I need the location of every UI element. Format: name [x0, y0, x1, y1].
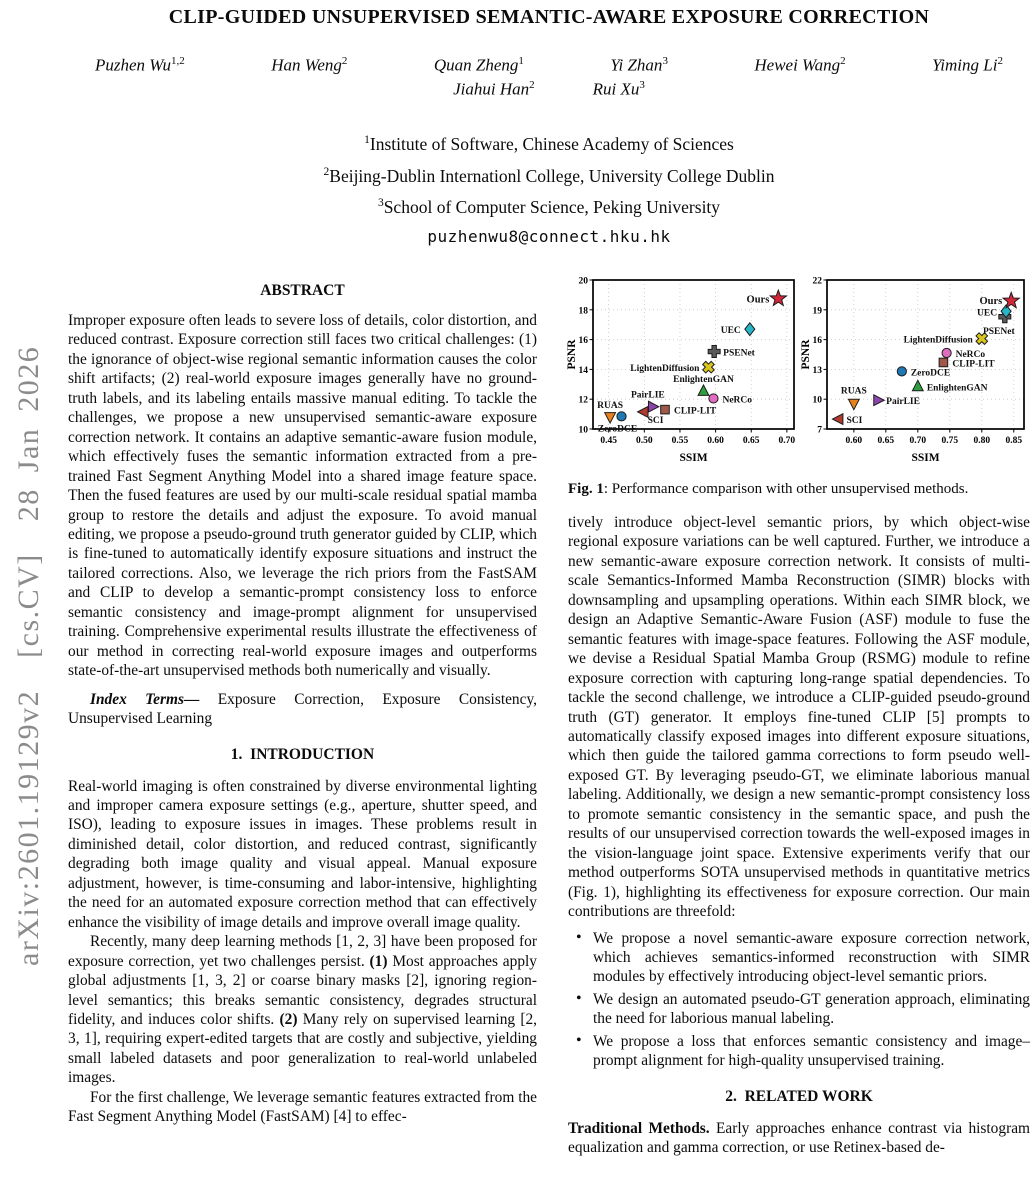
svg-text:22: 22	[812, 276, 822, 287]
intro-paragraph-2: Recently, many deep learning methods [1, 2, 3] have been proposed for exposure correction, yet two challenges persist. (1) Most approaches apply global adjustments [1, 3, 2] or coarse binary masks [2], ignoring region-level semantics; this breaks semantic consistency, degrades structural fidelity, and induces color shifts. (2) Many rely on supervised learning [2, 3, 1], requiring expert-edited targets that are costly and subjective, yielding small labeled datasets and poor generalization to real-world unlabeled images.	[68, 933, 537, 1087]
left-column	[68, 273, 537, 1158]
marker-EnlightenGAN	[698, 385, 709, 395]
bullet-marker: •	[576, 1031, 582, 1049]
svg-text:0.45: 0.45	[600, 436, 617, 446]
marker-CLIP-LIT	[939, 358, 948, 367]
point-label-UEC: UEC	[720, 326, 741, 337]
bullet-marker: •	[576, 928, 582, 946]
figure-1-caption: Fig. 1: Performance comparison with other unsupervised methods.	[568, 481, 969, 497]
point-label-SCI: SCI	[846, 416, 863, 427]
svg-text:0.75: 0.75	[941, 436, 959, 446]
point-label-EnlightenGAN: EnlightenGAN	[673, 375, 734, 386]
related-work-paragraph: Traditional Methods. Early approaches enhance contrast via histogram equalization and gamma correction, or use Retinex-based de-	[568, 1119, 1031, 1157]
svg-text:SSIM: SSIM	[679, 452, 708, 464]
svg-text:19: 19	[812, 306, 822, 317]
abstract-heading: ABSTRACT	[260, 282, 345, 299]
page-title: CLIP-GUIDED UNSUPERVISED SEMANTIC-AWARE EXPOSURE CORRECTION	[168, 6, 930, 28]
arxiv-watermark: arXiv:2601.19129v2 [cs.CV] 28 Jan 2026	[12, 345, 45, 966]
svg-text:SSIM: SSIM	[911, 452, 940, 464]
author-affil-sup: 3	[662, 55, 668, 67]
list-item-text: We propose a loss that enforces semantic consistency and image–prompt alignment for high-quality unsupervised training.	[593, 1032, 1030, 1070]
svg-text:10: 10	[812, 395, 822, 406]
marker-LightenDiffusion	[703, 361, 715, 373]
point-label-Ours: Ours	[979, 295, 1003, 307]
affiliation: $^2$Beijing-Dublin Internationl College, University College Dublin	[323, 165, 775, 186]
list-item	[568, 929, 1030, 987]
svg-text:16: 16	[812, 336, 822, 347]
author-affil-sup: 1,2	[171, 55, 185, 67]
point-label-RUAS: RUAS	[840, 386, 867, 397]
point-label-LightenDiffusion: LightenDiffusion	[630, 364, 700, 375]
author-affil-sup: 3	[639, 78, 645, 91]
point-label-PSENet: PSENet	[982, 326, 1015, 337]
bullet-marker: •	[576, 989, 582, 1007]
list-item	[568, 1032, 1030, 1071]
marker-NeRCo	[709, 394, 718, 403]
point-label-UEC: UEC	[977, 308, 998, 319]
author: Han Weng$^2$	[271, 55, 348, 75]
contact-email: puzhenwu8@connect.hku.hk	[427, 227, 671, 247]
continuation-paragraph: tively introduce object-level semantic priors, by which object-wise regional exposure variations can be well captured. Further, we introduce a new semantic-aware exposure correction network. It consists of multi-scale Semantics-Informed Mamba Reconstruction (SIMR) blocks with downsampling and upsampling operations. Within each SIMR block, we design an Adaptive Semantic-Aware Fusion (ASF) module to fuse the semantic features with image-space features. Following the ASF module, we devise a Residual Spatial Mamba Group (RSMG) module to refine exposure correction with capturing long-range spatial dependencies. To tackle the second challenge, we introduce a CLIP-guided pseudo-ground truth (GT) generator. It employs fine-tuned CLIP [5] prompts to automatically classify exposed images into different exposure situations, which then guide the tailored gamma corrections to form pseudo well-exposed GT. By leveraging pseudo-GT, we eliminate laborious manual labeling. Additionally, we design a new semantic-prompt consistency loss to promote semantic consistency in the semantic space, and push the results of our unsupervised correction towards the well-exposed images in the vision-language joint space. Extensive experiments verify that our method outperforms SOTA unsupervised methods in quantitative metrics (Fig. 1), highlighting its effectiveness for exposure correction. Our main contributions are threefold:	[568, 514, 1030, 921]
contributions-list	[568, 929, 1030, 1071]
author-affil-sup: 2	[341, 55, 348, 67]
list-item	[568, 990, 1030, 1029]
point-label-EnlightenGAN: EnlightenGAN	[926, 383, 988, 394]
list-item-text: We design an automated pseudo-GT generation approach, eliminating the need for laborious manual labeling.	[593, 990, 1030, 1028]
author: Yi Zhan$^3$	[610, 55, 668, 75]
affiliations	[68, 127, 1030, 221]
marker-SCI	[833, 414, 843, 425]
point-label-SCI: SCI	[647, 415, 664, 426]
intro-paragraph-3: For the first challenge, We leverage semantic features extracted from the Fast Segment Anything Model (FastSAM) [4] to effec-	[68, 1088, 537, 1126]
affiliation: $^1$Institute of Software, Chinese Academy of Sciences	[364, 134, 734, 155]
point-label-NeRCo: NeRCo	[722, 395, 753, 406]
right-column	[568, 273, 1030, 1158]
svg-text:0.50: 0.50	[636, 436, 653, 446]
point-label-ZeroDCE: ZeroDCE	[910, 368, 951, 379]
point-label-CLIP-LIT: CLIP-LIT	[952, 359, 995, 370]
point-label-PairLIE: PairLIE	[886, 397, 920, 408]
author: Jiahui Han$^2$	[453, 78, 535, 99]
index-terms-label: Index Terms—	[90, 690, 200, 708]
marker-CLIP-LIT	[661, 405, 670, 414]
paper-header	[68, 0, 1030, 246]
svg-text:0.80: 0.80	[973, 436, 991, 446]
marker-RUAS	[848, 399, 859, 409]
svg-text:0.65: 0.65	[742, 436, 760, 446]
index-terms: Index Terms— Exposure Correction, Exposure Consistency, Unsupervised Learning	[68, 690, 537, 728]
point-label-LightenDiffusion: LightenDiffusion	[903, 335, 973, 346]
marker-PairLIE	[874, 395, 884, 406]
scatter-plot-left	[566, 273, 800, 470]
scatter-plot-svg	[566, 273, 800, 465]
marker-ZeroDCE	[897, 367, 906, 376]
abstract-text: Improper exposure often leads to severe loss of details, color distortion, and reduced contrast. Exposure correction still faces two critical challenges: (1) the ignorance of object-wise regional semantic information causes the color shift artifacts; (2) real-world exposure images generally have no ground-truth labels, and its labeling entails massive manual editing. To tackle the challenges, we propose a new unsupervised semantic-aware exposure correction network. It contains an adaptive semantic-aware fusion module, which effectively fuses the semantic information extracted from a pre-trained Fast Segment Anything Model into a shared image feature space. Then the fused features are used by our multi-scale residual spatial mamba group to restore the details and adjust the exposure. To avoid manual editing, we propose a pseudo-ground truth generator guided by CLIP, which is fine-tuned to automatically identify exposure situations and instruct the tailored corrections. Also, we leverage the rich priors from the FastSAM and CLIP to develop a semantic-prompt consistency loss to enforce semantic consistency and image-prompt alignment for unsupervised training. Comprehensive experimental results illustrate the effectiveness of our method in correcting real-world exposure images and outperforms state-of-the-art unsupervised methods both numerically and visually.	[68, 312, 537, 680]
related-work-lead: Traditional Methods.	[568, 1119, 710, 1137]
list-item-text: We propose a novel semantic-aware exposure correction network, which achieves semantics-informed reconstruction with SIMR modules by effectively introducing object-level semantic priors.	[593, 929, 1030, 986]
svg-text:PSNR: PSNR	[800, 339, 812, 370]
svg-text:13: 13	[812, 365, 822, 376]
svg-text:16: 16	[578, 336, 588, 347]
point-label-RUAS: RUAS	[597, 401, 624, 412]
marker-EnlightenGAN	[912, 380, 923, 390]
affiliation: $^3$School of Computer Science, Peking University	[377, 196, 721, 217]
svg-text:10: 10	[578, 425, 588, 436]
marker-UEC	[745, 323, 755, 336]
figure-1	[566, 273, 1030, 470]
svg-text:0.60: 0.60	[845, 436, 863, 446]
point-label-PSENet: PSENet	[723, 348, 755, 359]
svg-text:14: 14	[578, 365, 588, 376]
marker-PSENet	[708, 346, 720, 358]
svg-text:18: 18	[578, 306, 588, 317]
point-label-ZeroDCE: ZeroDCE	[597, 424, 638, 435]
author: Yiming Li$^2$	[932, 55, 1003, 75]
section-heading-related-work: 2. RELATED WORK	[725, 1087, 873, 1105]
point-label-PairLIE: PairLIE	[630, 390, 665, 401]
svg-text:0.85: 0.85	[1005, 436, 1023, 446]
authors-row-2	[68, 79, 1030, 100]
svg-text:12: 12	[578, 395, 588, 406]
author-affil-sup: 2	[529, 78, 535, 91]
authors-row-1	[95, 55, 1003, 76]
svg-text:0.55: 0.55	[671, 436, 689, 446]
point-label-NeRCo: NeRCo	[955, 350, 986, 361]
author: Hewei Wang$^2$	[754, 55, 846, 75]
two-column-body	[68, 273, 1030, 1158]
marker-SCI	[638, 406, 648, 417]
svg-text:0.70: 0.70	[778, 436, 796, 446]
author-affil-sup: 2	[840, 55, 846, 67]
author: Puzhen Wu$^{1,2}$	[95, 55, 185, 75]
marker-NeRCo	[942, 348, 951, 357]
svg-text:PSNR: PSNR	[566, 339, 578, 370]
point-label-Ours: Ours	[746, 294, 770, 306]
point-label-CLIP-LIT: CLIP-LIT	[673, 406, 717, 417]
section-heading-introduction: 1. INTRODUCTION	[230, 745, 375, 763]
marker-RUAS	[605, 413, 616, 423]
scatter-plot-right	[800, 273, 1030, 470]
scatter-plot-svg	[800, 273, 1030, 465]
svg-text:0.65: 0.65	[877, 436, 895, 446]
author-affil-sup: 1	[518, 55, 524, 67]
author: Rui Xu$^3$	[592, 78, 645, 99]
svg-text:20: 20	[578, 276, 588, 287]
svg-text:0.60: 0.60	[707, 436, 724, 446]
author-affil-sup: 2	[997, 55, 1003, 67]
intro-paragraph-1: Real-world imaging is often constrained by diverse environmental lighting and improper camera exposure settings (e.g., aperture, shutter speed, and ISO), leading to exposure issues in images. These problems result in diminished detail, color distortion, and reduced contrast, significantly degrading both image quality and visual appeal. Manual exposure adjustment, however, is time-consuming and labor-intensive, highlighting the need for an automated exposure correction method that can effectively enhance the visibility of image details and improve overall image quality.	[68, 777, 537, 931]
marker-ZeroDCE	[617, 412, 626, 421]
marker-Ours	[770, 290, 786, 305]
svg-text:0.70: 0.70	[909, 436, 927, 446]
marker-PairLIE	[648, 401, 658, 412]
svg-text:7: 7	[817, 425, 822, 436]
author: Quan Zheng$^1$	[433, 55, 524, 75]
